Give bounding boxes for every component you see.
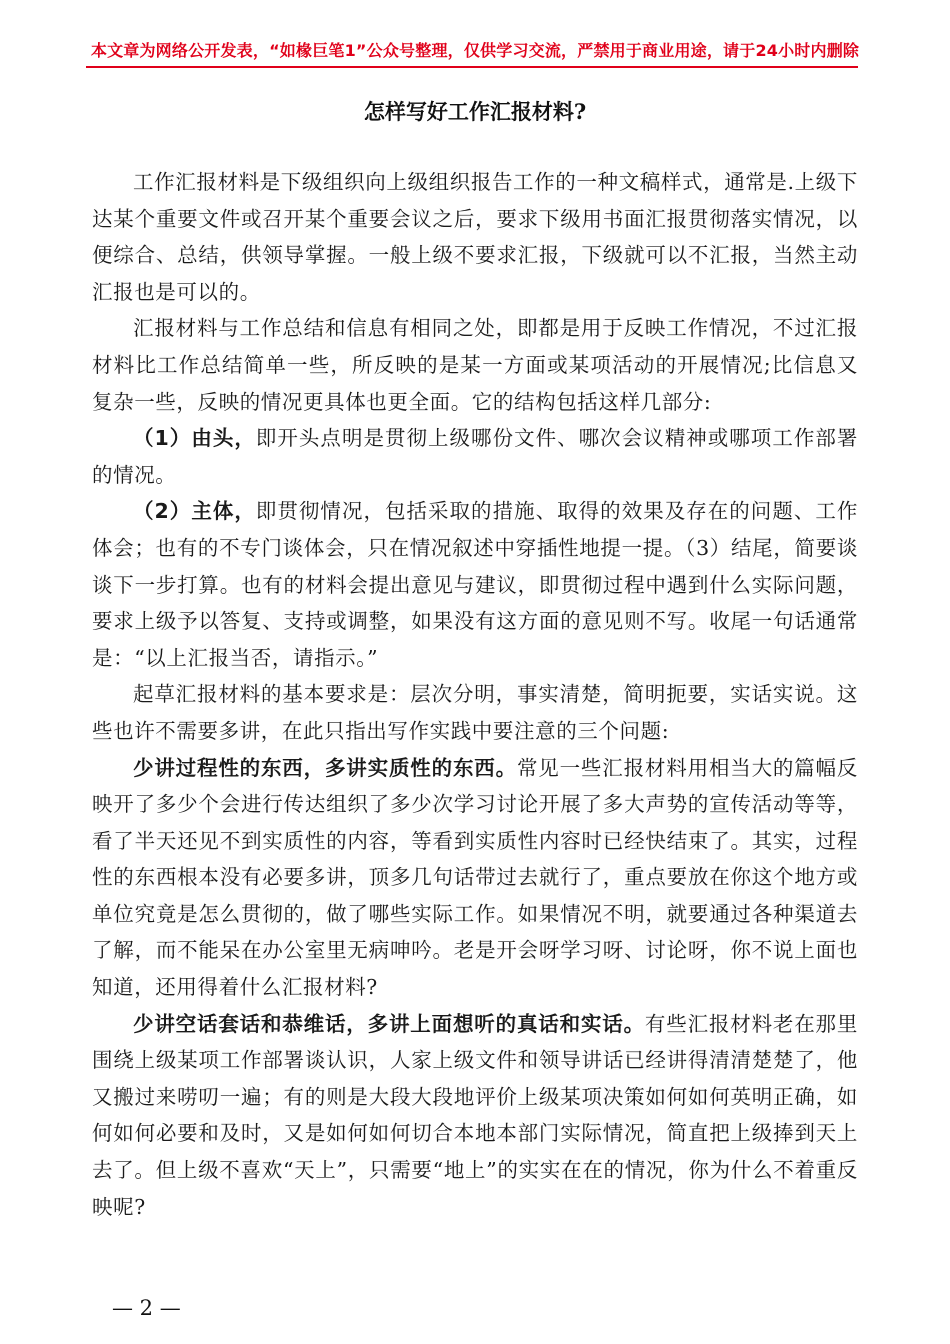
page-title: 怎样写好工作汇报材料?	[363, 99, 587, 124]
paragraph-text: 汇报材料与工作总结和信息有相同之处，即都是用于反映工作情况，不过汇报材料比工作总结简单一些，所反映的是某一方面或某项活动的开展情况;比信息又复杂一些，反映的情况更具体也更全面。它的结构包括这样几部分:	[92, 316, 858, 414]
article-body	[92, 164, 858, 1225]
paragraph-text: 起草汇报材料的基本要求是：层次分明，事实清楚，简明扼要，实话实说。这些也许不需要多讲，在此只指出写作实践中要注意的三个问题:	[92, 682, 858, 743]
paragraph	[92, 750, 858, 1006]
page-number: — 2 —	[112, 1296, 181, 1320]
paragraph	[92, 1006, 858, 1226]
paragraph	[92, 164, 858, 310]
paragraph-text: 即贯彻情况，包括采取的措施、取得的效果及存在的问题、工作体会；也有的不专门谈体会，只在情况叙述中穿插性地提一提。（3）结尾，简要谈谈下一步打算。也有的材料会提出意见与建议，即贯彻过程中遇到什么实际问题，要求上级予以答复、支持或调整，如果没有这方面的意见则不写。收尾一句话通常是：“以上汇报当否，请指示。”	[92, 499, 858, 670]
paragraph-lead: 少讲过程性的东西，多讲实质性的东西。	[133, 755, 517, 780]
paragraph-lead: （1）由头，	[133, 426, 256, 451]
paragraph-text: 工作汇报材料是下级组织向上级组织报告工作的一种文稿样式，通常是.上级下达某个重要文件或召开某个重要会议之后，要求下级用书面汇报贯彻落实情况，以便综合、总结，供领导掌握。一般上级不要求汇报，下级就可以不汇报，当然主动汇报也是可以的。	[92, 170, 858, 304]
paragraph-lead: 少讲空话套话和恭维话，多讲上面想听的真话和实话。	[133, 1011, 645, 1036]
paragraph	[92, 420, 858, 493]
banner-divider	[86, 66, 858, 68]
paragraph-text: 即开头点明是贯彻上级哪份文件、哪次会议精神或哪项工作部署的情况。	[92, 426, 858, 487]
paragraph-lead: （2）主体，	[133, 499, 256, 524]
paragraph-text: 常见一些汇报材料用相当大的篇幅反映开了多少个会进行传达组织了多少次学习讨论开展了多大声势的宣传活动等等，看了半天还见不到实质性的内容，等看到实质性内容时已经快结束了。其实，过程性的东西根本没有必要多讲，顶多几句话带过去就行了，重点要放在你这个地方或单位究竟是怎么贯彻的，做了哪些实际工作。如果情况不明，就要通过各种渠道去了解，而不能呆在办公室里无病呻吟。老是开会呀学习呀、讨论呀，你不说上面也知道，还用得着什么汇报材料?	[92, 755, 858, 1000]
paragraph	[92, 676, 858, 749]
paragraph-text: 有些汇报材料老在那里围绕上级某项工作部署谈认识，人家上级文件和领导讲话已经讲得清清楚楚了，他又搬过来唠叨一遍；有的则是大段大段地评价上级某项决策如何如何英明正确，如何如何必要和及时，又是如何如何切合本地本部门实际情况，简直把上级捧到天上去了。但上级不喜欢“天上”，只需要“地上”的实实在在的情况，你为什么不着重反映呢?	[92, 1011, 858, 1219]
disclaimer-banner: 本文章为网络公开发表，“如椽巨笔1”公众号整理，仅供学习交流，严禁用于商业用途，请于24小时内删除	[90, 41, 860, 60]
paragraph	[92, 493, 858, 676]
paragraph	[92, 310, 858, 420]
